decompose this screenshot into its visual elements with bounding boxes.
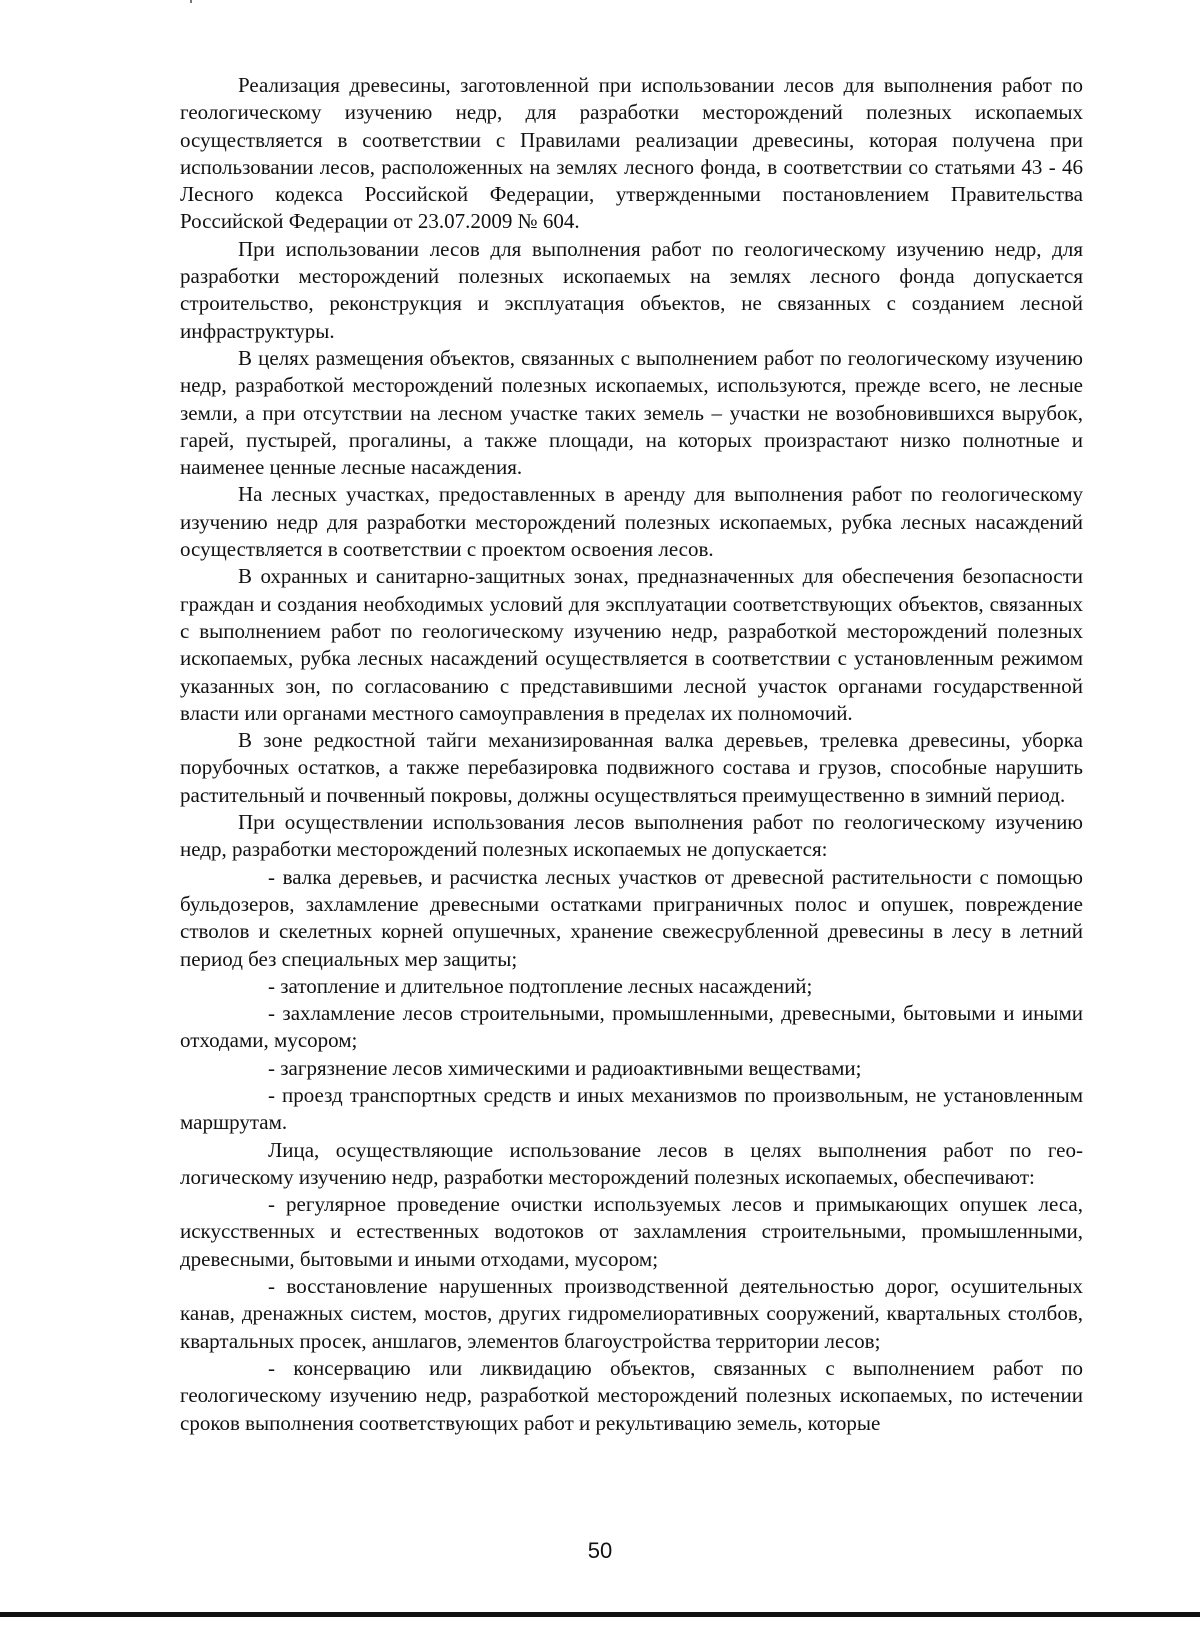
scan-speck <box>190 0 192 3</box>
paragraph-leased-plots: На лесных участках, предоставленных в аренду для выполнения работ по геологическому изучению недр для разработки месторождений полезных ископаемых, рубка лесных насаждений осуществляется в соответствии с проектом освоения лесов. <box>180 482 1083 562</box>
bottom-rule <box>0 1612 1200 1617</box>
paragraph-protection-zones: В охранных и санитарно-защитных зонах, предназначенных для обеспечения безопасности граждан и создания необходимых условий для эксплуатации соответствующих объектов, связанных с выполнением работ по геологическому изучению недр, разработкой месторождений полезных ископаемых, рубка лесных насаждений осуществляется в соответствии с установленным режимом указанных зон, по согласованию с представившими лесной участок органами государственной власти или органами местного самоуправления в пределах их полномочий. <box>180 564 1083 725</box>
paragraph-obligations-intro: Лица, осуществляющие использование лесов в целях выполнения работ по геологическому изучению недр, разработки месторождений полезных ископаемых, обеспечивают: <box>180 1137 1083 1189</box>
paragraph-object-placement: В целях размещения объектов, связанных с выполнением работ по геологическому изучению недр, разработкой месторождений полезных ископаемых, используются, прежде всего, не лесные земли, а при отсутствии на лесном участке таких земель – участки не возобновившихся вырубок, гарей, пустырей, прогалины, а также площади, на которых произрастают низко полнотные и наименее ценные лесные насаждения. <box>180 345 1083 480</box>
page-number: 50 <box>587 1538 613 1563</box>
paragraph-timber-sale: Реализация древесины, заготовленной при использовании лесов для выполнения работ по геологическому изучению недр, для разработки месторождений полезных ископаемых осуществляется в соответствии с Правилами реализации древесины, которая получена при использовании лесов, расположенных на землях лесного фонда, в соответствии со статьями 43 - 46 Лесного кодекса Российской Федерации, утвержденными постановлением Правительства Российской Федерации от 23.07.2009 № 604. <box>180 73 1083 234</box>
paragraph-sparse-taiga: В зоне редкостной тайги механизированная валка деревьев, трелевка древесины, уборка порубочных остатков, а также перебазировка подвижного состава и грузов, способные нарушить растительный и почвенный покровы, должны осуществляться преимущественно в зимний период. <box>180 728 1083 807</box>
paragraph-construction-allowed: При использовании лесов для выполнения работ по геологическому изучению недр, для разработки месторождений полезных ископаемых на землях лесного фонда допускается строительство, реконструкция и эксплуатация объектов, не связанных с созданием лесной инфраструктуры. <box>180 236 1083 343</box>
prohibited-item-felling: - валка деревьев, и расчистка лесных участков от древесной растительности с помощью бульдозеров, захламление древесными остатками приграничных полос и опушек, повреждение стволов и скелетных корней опушечных, хранение свежесрубленной древесины в лесу в летний период без специальных мер защиты; <box>180 864 1083 971</box>
page-body <box>180 72 1083 1437</box>
obligation-item-restoration: - восстановление нарушенных производственной деятельностью дорог, осушительных канав, дренажных систем, мостов, других гидромелиоративных сооружений, квартальных столбов, квартальных просек, аншлагов, элементов благоустройства территории лесов; <box>180 1274 1083 1353</box>
prohibited-item-pollution: - загрязнение лесов химическими и радиоактивными веществами; <box>268 1055 862 1080</box>
paragraph-prohibitions-intro: При осуществлении использования лесов выполнения работ по геологическому изучению недр, разработки месторождений полезных ископаемых не допускается: <box>180 810 1083 862</box>
prohibited-item-littering: - захламление лесов строительными, промышленными, древесными, бытовыми и иными отходами, мусором; <box>180 1001 1083 1053</box>
prohibited-item-flooding: - затопление и длительное подтопление лесных насаждений; <box>268 973 813 998</box>
prohibited-item-vehicle-passage: - проезд транспортных средств и иных механизмов по произвольным, не установленным маршрутам. <box>180 1082 1083 1135</box>
obligation-item-cleaning: - регулярное проведение очистки используемых лесов и примыкающих опушек леса, искусственных и естественных водотоков от захламления строительными, промышленными, древесными, бытовыми и иными отходами, мусором; <box>180 1192 1083 1271</box>
obligation-item-conservation: - консервацию или ликвидацию объектов, связанных с выполнением работ по геологическому изучению недр, разработкой месторождений полезных ископаемых, по истечении сроков выполнения соответствующих работ и рекультивацию земель, которые <box>180 1355 1083 1435</box>
